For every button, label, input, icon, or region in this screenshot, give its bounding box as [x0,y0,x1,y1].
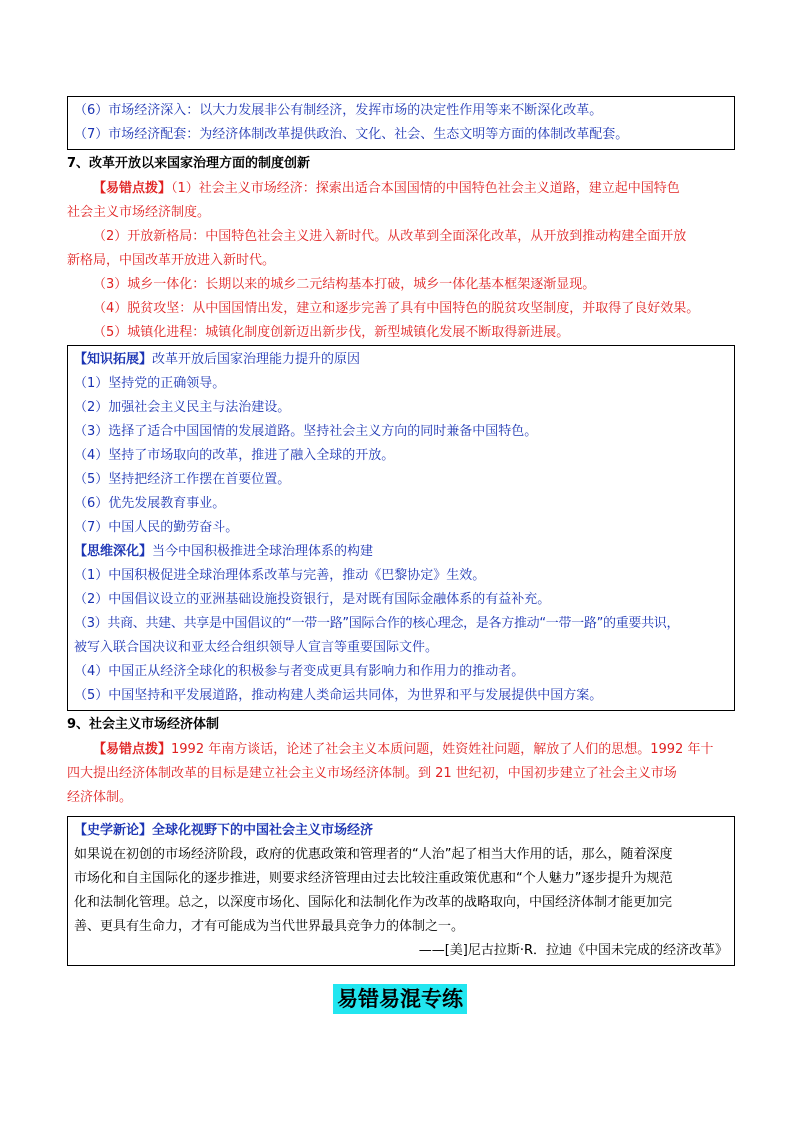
section7-p1-text: （1）社会主义市场经济：探索出适合本国国情的中国特色社会主义道路，建立起中国特色 [171,181,680,196]
knowledge-item: （5）坚持把经济工作摆在首要位置。 [74,472,291,487]
thinking-item: （3）共商、共建、共享是中国倡议的“一带一路”国际合作的核心理念，是各方推动“一带一路”的重要共识， [74,616,680,631]
history-title-line [74,819,728,843]
box1-line-7: （7）市场经济配套：为经济体制改革提供政治、文化、社会、生态文明等方面的体制改革配套。 [74,127,629,142]
thinking-tag: 【思维深化】 [74,544,153,559]
section7-p4: （4）脱贫攻坚：从中国国情出发，建立和逐步完善了具有中国特色的脱贫攻坚制度，并取得了良好效果。 [93,301,700,316]
thinking-item: （2）中国倡议设立的亚洲基础设施投资银行，是对既有国际金融体系的有益补充。 [74,592,551,607]
knowledge-item: （2）加强社会主义民主与法治建设。 [74,400,291,415]
section9-line2: 四大提出经济体制改革的目标是建立社会主义市场经济体制。到 21 世纪初，中国初步建立了社会主义市场 [67,766,677,781]
knowledge-item: （4）坚持了市场取向的改革，推进了融入全球的开放。 [74,448,395,463]
section9-tag: 【易错点拨】 [93,742,172,757]
thinking-title-line [74,540,728,564]
knowledge-title: 改革开放后国家治理能力提升的原因 [152,352,361,367]
section7-p2-line1: （2）开放新格局：中国特色社会主义进入新时代。从改革到全面深化改革，从开放到推动构建全面开放 [93,229,687,244]
history-title: 全球化视野下的中国社会主义市场经济 [152,823,374,838]
knowledge-item: （3）选择了适合中国国情的发展道路。坚持社会主义方向的同时兼备中国特色。 [74,424,538,439]
history-quote-line: 善、更具有生命力，才有可能成为当代世界最具竞争力的体制之一。 [74,919,465,934]
history-quote-line: 如果说在初创的市场经济阶段，政府的优惠政策和管理者的“人治”起了相当大作用的话，那么，随着深度 [74,847,673,862]
history-tag: 【史学新论】 [74,823,153,838]
thinking-title: 当今中国积极推进全球治理体系的构建 [152,544,374,559]
knowledge-item: （7）中国人民的勤劳奋斗。 [74,520,239,535]
section9-line1 [67,738,735,762]
section9-line3: 经济体制。 [67,790,133,805]
section7-body [67,177,735,345]
section9-heading: 9、社会主义市场经济体制 [67,717,220,732]
section7-heading: 7、改革开放以来国家治理方面的制度创新 [67,156,311,171]
history-source: ——[美]尼古拉斯·R．拉迪《中国未完成的经济改革》 [418,943,728,958]
thinking-item: （1）中国积极促进全球治理体系改革与完善，推动《巴黎协定》生效。 [74,568,486,583]
section7-p3: （3）城乡一体化：长期以来的城乡二元结构基本打破，城乡一体化基本框架逐渐显现。 [93,277,596,292]
knowledge-tag: 【知识拓展】 [74,352,153,367]
section7-p1-line2: 社会主义市场经济制度。 [67,205,211,220]
thinking-item: （4）中国正从经济全球化的积极参与者变成更具有影响力和作用力的推动者。 [74,664,525,679]
thinking-item: （5）中国坚持和平发展道路，推动构建人类命运共同体，为世界和平与发展提供中国方案。 [74,688,603,703]
history-quote-line: 化和法制化管理。总之，以深度市场化、国际化和法制化作为改革的战略取向，中国经济体制才能更加完 [74,895,673,910]
thinking-item: 被写入联合国决议和亚太经合组织领导人宣言等重要国际文件。 [74,640,439,655]
history-new-view-box [67,816,735,966]
section7-p2-line2: 新格局，中国改革开放进入新时代。 [67,253,276,268]
knowledge-title-line [74,348,728,372]
knowledge-item: （1）坚持党的正确领导。 [74,376,226,391]
document-page [67,96,735,966]
section7-tag: 【易错点拨】 [93,181,172,196]
market-economy-box [67,96,735,150]
practice-banner: 易错易混专练 [333,984,467,1014]
section9-text: 1992 年南方谈话，论述了社会主义本质问题，姓资姓社问题，解放了人们的思想。1992 年十 [171,742,714,757]
section7-p5: （5）城镇化进程：城镇化制度创新迈出新步伐，新型城镇化发展不断取得新进展。 [93,325,570,340]
history-quote-line: 市场化和自主国际化的逐步推进，则要求经济管理由过去比较注重政策优惠和“个人魅力”逐步提升为规范 [74,871,673,886]
knowledge-item: （6）优先发展教育事业。 [74,496,226,511]
section9-body [67,738,735,810]
box1-line-6: （6）市场经济深入：以大力发展非公有制经济，发挥市场的决定性作用等来不断深化改革。 [74,103,603,118]
knowledge-extension-box [67,345,735,711]
section7-p1-line1 [67,177,735,201]
banner-wrap [0,984,800,1014]
